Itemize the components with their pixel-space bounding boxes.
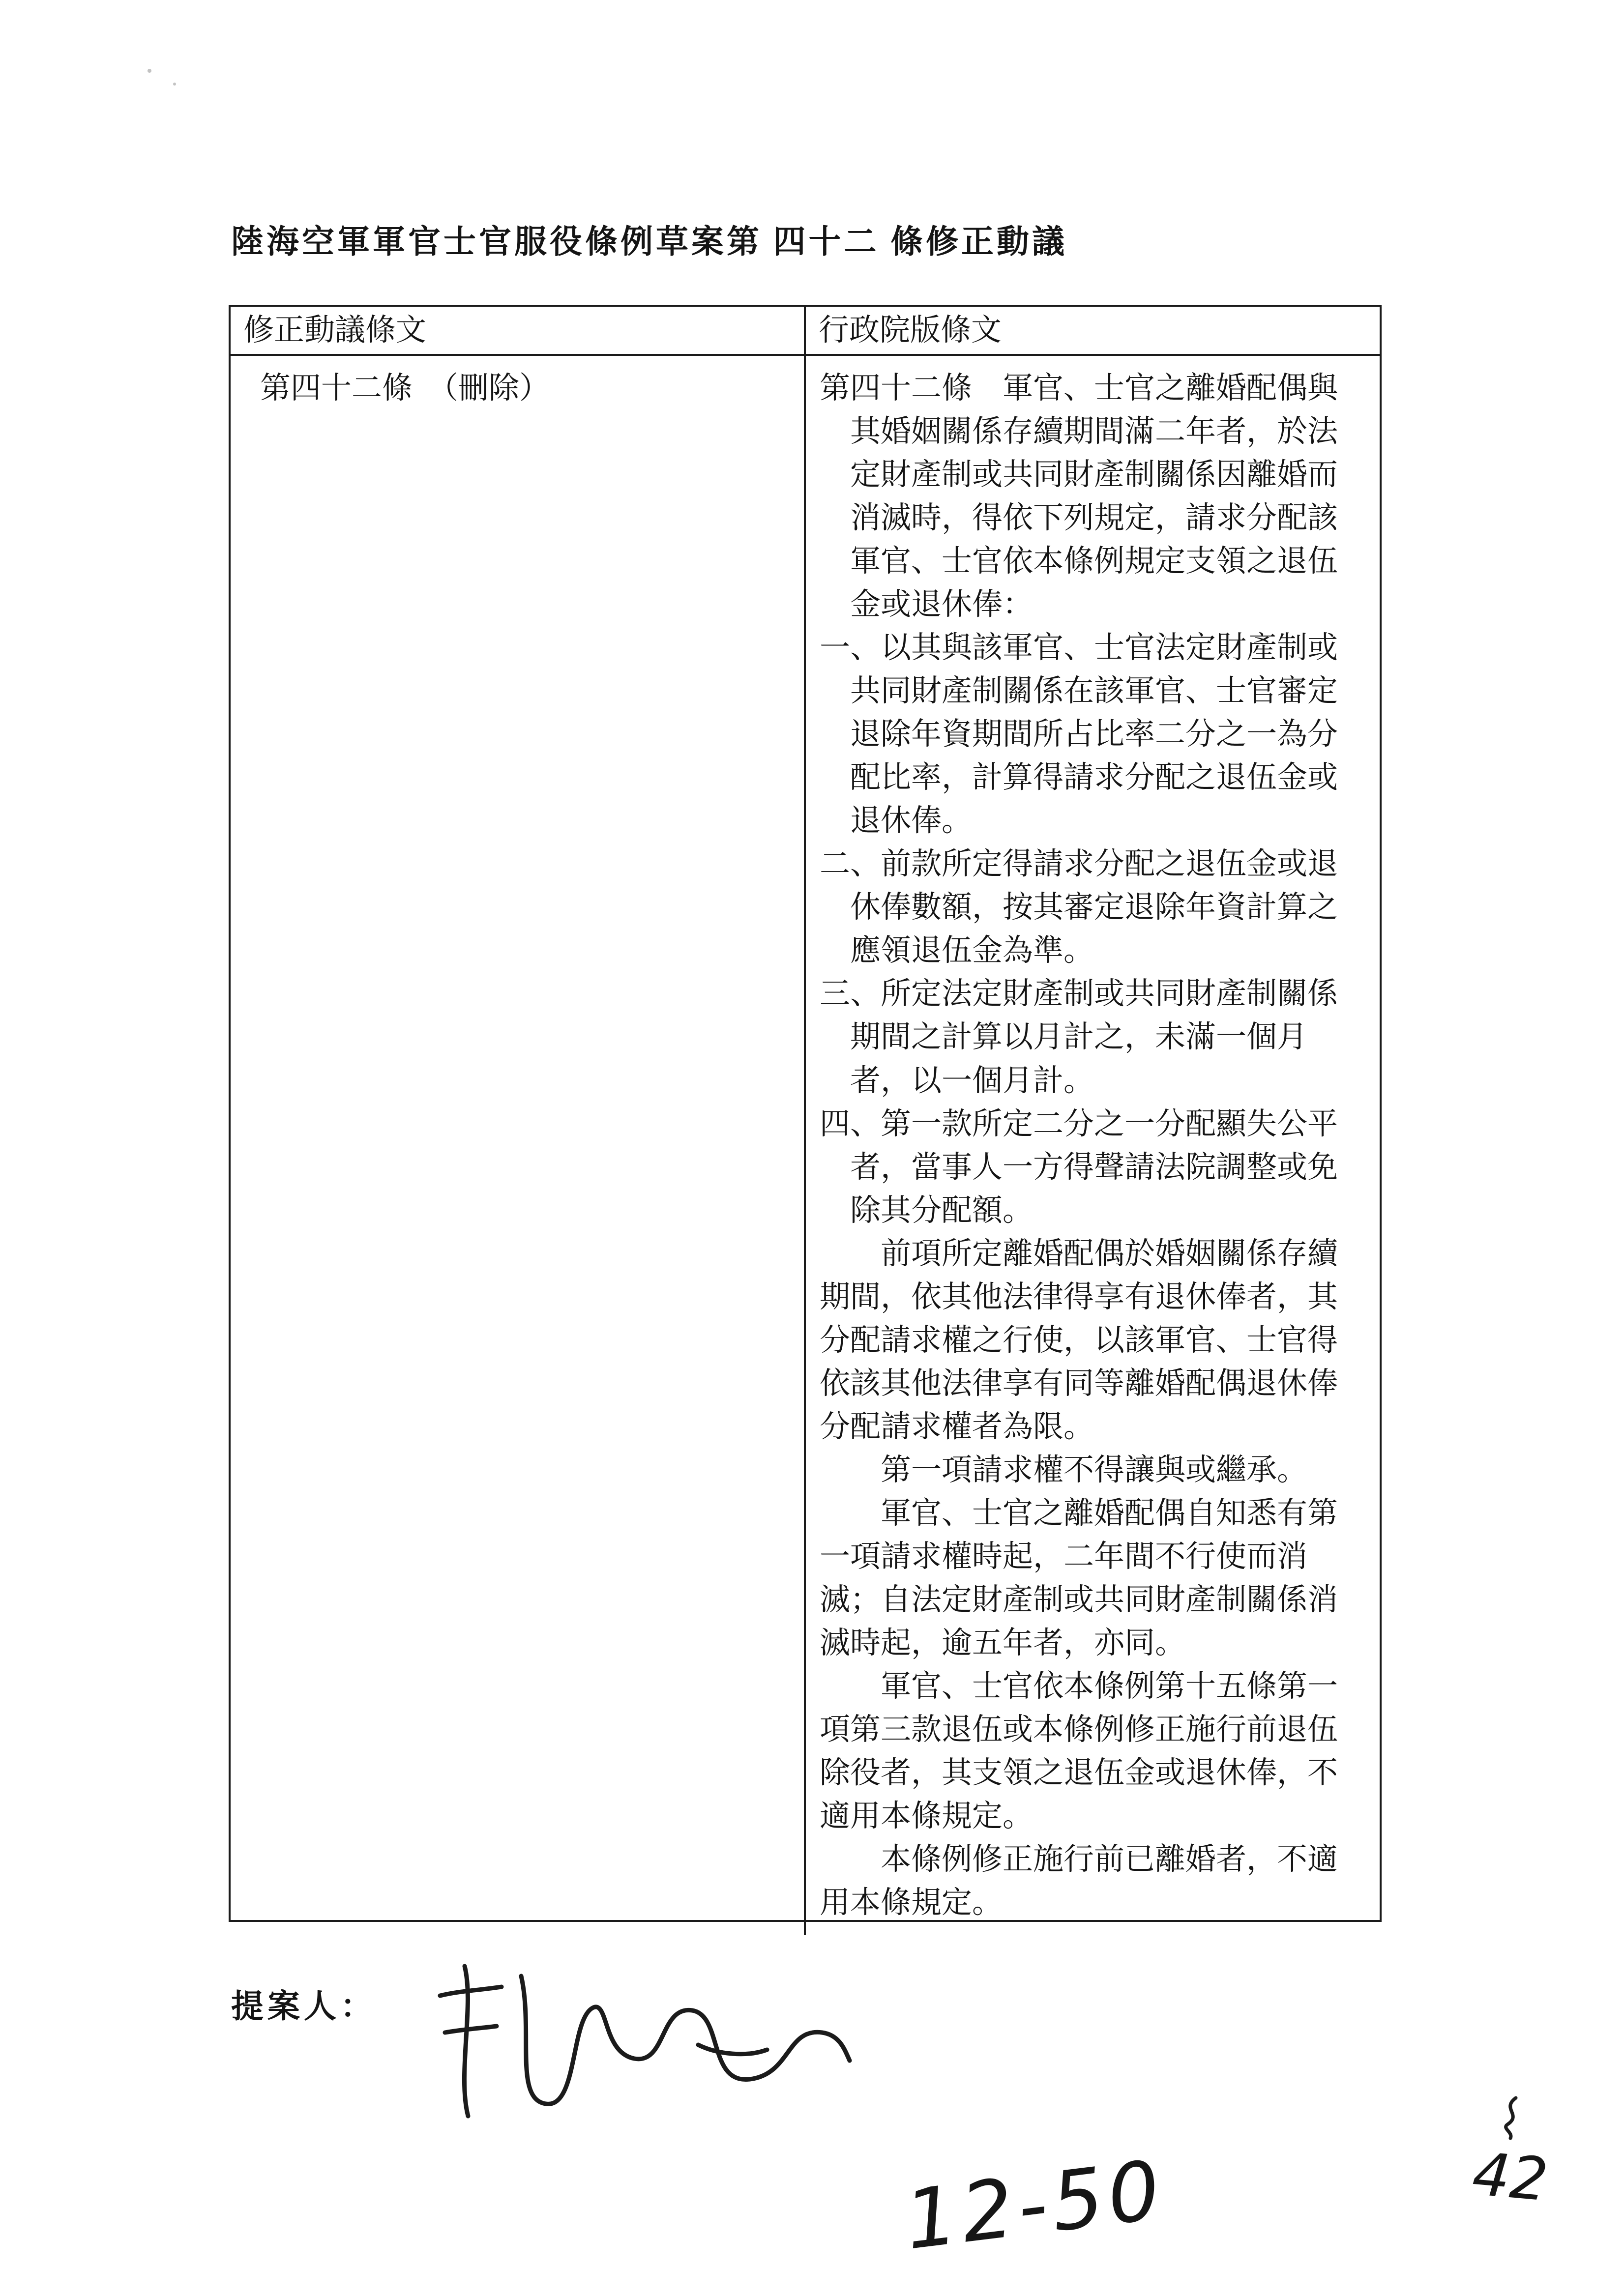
proposer-label: 提案人： [231,1989,377,2025]
clause-paragraph: 前項所定離婚配偶於婚姻關係存續期間，依其他法律得享有退休俸者，其分配請求權之行使，以該軍官、士官得依該其他法律享有同等離婚配偶退休俸分配請求權者為限。 [820,1237,1338,1444]
amendment-clause-cell [231,356,806,1935]
handwritten-corner-mark [1489,2093,1538,2142]
clause-paragraph: 本條例修正施行前已離婚者，不適用本條規定。 [820,1843,1338,1920]
clause-item-3: 三、所定法定財產制或共同財產制關係期間之計算以月計之，未滿一個月者，以一個月計。 [820,977,1338,1098]
executive-version-cell [806,356,1380,1935]
handwritten-corner-number: 42 [1470,2140,1551,2215]
amendment-clause-text: 第四十二條 （刪除） [260,372,550,405]
clause-item-2: 二、前款所定得請求分配之退伍金或退休俸數額，按其審定退除年資計算之應領退伍金為準。 [820,847,1338,968]
column-header-executive-yuan: 行政院版條文 [806,307,1380,356]
page-title: 陸海空軍軍官士官服役條例草案第 四十二 條修正動議 [231,224,1067,260]
clause-item-4: 四、第一款所定二分之一分配顯失公平者，當事人一方得聲請法院調整或免除其分配額。 [820,1107,1338,1227]
clause-paragraph: 軍官、士官依本條例第十五條第一項第三款退伍或本條例修正施行前退伍除役者，其支領之退伍金或退休俸，不適用本條規定。 [820,1669,1338,1833]
clause-item-1: 一、以其與該軍官、士官法定財產制或共同財產制關係在該軍官、士官審定退除年資期間所占比率二分之一為分配比率，計算得請求分配之退伍金或退休俸。 [820,631,1338,838]
clause-paragraph: 第一項請求權不得讓與或繼承。 [881,1453,1308,1487]
amendment-comparison-table [229,305,1382,1922]
clause-paragraph: 軍官、士官之離婚配偶自知悉有第一項請求權時起，二年間不行使而消滅；自法定財產制或共同財產制關係消滅時起，逾五年者，亦同。 [820,1496,1338,1660]
scan-speck [173,83,176,86]
clause-paragraph: 第四十二條 軍官、士官之離婚配偶與其婚姻關係存續期間滿二年者，於法定財產制或共同財產制關係因離婚而消滅時，得依下列規定，請求分配該軍官、士官依本條例規定支領之退伍金或退休俸： [820,372,1338,622]
column-header-amendment: 修正動議條文 [231,307,806,356]
scan-speck [148,69,151,73]
proposer-signature [423,1932,856,2138]
handwritten-page-number: 12-50 [900,2142,1170,2268]
